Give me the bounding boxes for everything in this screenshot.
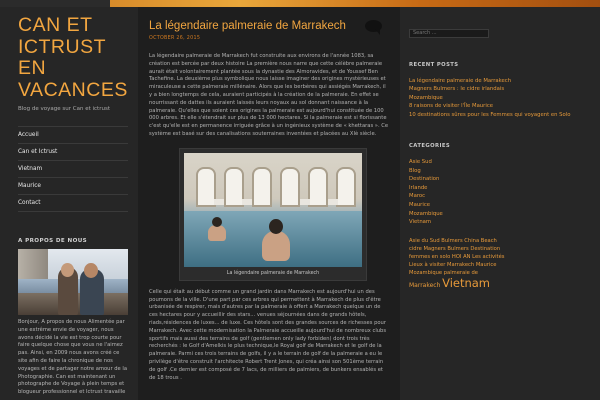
site-tagline: Blog de voyage sur Can et ictrust — [18, 106, 110, 112]
image-arch-window — [336, 167, 356, 207]
main-content — [138, 7, 400, 400]
category-link[interactable]: Asie Sud — [409, 159, 432, 166]
image-lounge-chair — [328, 199, 338, 205]
post-figure — [179, 148, 367, 281]
category-link[interactable]: Blog — [409, 167, 421, 174]
top-accent-dark-segment — [0, 0, 110, 7]
tag-cloud-small-tags[interactable]: Asie du Sud Bulmers China Beach cidre Magners Bulmers Destination femmes en solo HOI AN Les activités Lieux à visiter Marrakech Maurice Mozambique palmeraie de — [409, 237, 505, 276]
recent-post-link[interactable]: 8 raisons de visiter l'Île Maurice — [409, 103, 493, 110]
category-link[interactable]: Maroc — [409, 193, 426, 200]
image-person-center-head — [269, 219, 283, 234]
image-person-center — [262, 231, 290, 261]
about-photo-person-2-head — [84, 263, 98, 278]
image-lounge-chair — [214, 199, 224, 205]
recent-post-link[interactable]: La légendaire palmeraie de Marrakech — [409, 78, 512, 84]
image-lounge-chair — [300, 199, 310, 205]
category-link[interactable]: Vietnam — [409, 219, 432, 226]
post-image-caption: La légendaire palmeraie de Marrakech — [226, 270, 320, 276]
comment-bubble-icon[interactable] — [365, 20, 382, 32]
category-link[interactable]: Destination — [409, 176, 440, 183]
about-photo-person-1-head — [61, 263, 74, 277]
post-image-spa-pool[interactable] — [184, 153, 362, 267]
post-paragraph-2: Celle qui était au début comme un grand jardin dans Marrakech est aujourd'hui un des poumons de la ville. D'une part par ces arbres qui permettent à Marrakech de plus d'être urbanisée de respirer, mais d'autres par la palmeraie à offert a Marrakech quelque un de ces hectares pour y accueillir des stars... venues séjournées dans de grands hôtels, riads,résidences de luxes... de luxe. Ces hôtels sont des grandes sources de richesses pour Marrakech. Avec cette modernisation la Palmeraie accueille aujourd'hui de nombreux clubs sportifs mais aussi des terrains de golf (gentlemen only lady forbiden) dont trois très recherchés : le Golf d'Amelkis le plus technique,le Royal golf de Marrakech et le golf de la palmeraie. Parmi ces trois terrains de golfs, il y a le terrain de golf de la palmeraie a eu le privilège d'être construit l'architecte Robert Trent Jones, qui créa ainsi son 501ème terrain de golf .Ce dernier est composé de 7 lacs, de milliers de palmiers, de bunkers ensablés et de 18 trous . — [149, 288, 387, 381]
about-heading: A PROPOS DE NOUS — [18, 238, 88, 244]
search-input[interactable] — [409, 29, 489, 38]
about-photo — [18, 249, 128, 315]
nav-item-can-et-ictrust[interactable]: Can et Ictrust — [18, 144, 128, 161]
recent-posts-list — [409, 77, 592, 119]
recent-posts-heading: RECENT POSTS — [409, 62, 459, 68]
image-person-left-head — [212, 217, 222, 227]
post-paragraph-1: La légendaire palmeraie de Marrakech fut construite aux environs de l'année 1083, sa création est bercée par deux histoire La première nous narre que cette célèbre palmeraie aurait était volontairement plantée sous la dynastie des Almoravides, et de Youssef Ben Tachefine. La deuxième plus symbolique nous laisse imaginer des origines mystérieuses et miraculeuse a cette palmeraie millénaire. Alors que les berbères qui assiégés Marrakech, il y a bien longtemps de cela, auraient participés à la création de la palmeraie. En effet se nourrissant de dattes ils auraient laissés leurs noyaux au sol donnant naissance à la palmeraie. Qu'elles que soient ces origines la palmeraie est aujourd'hui constituée de 100 000 arbres. Et elle s'étendrait sur plus de 13 000 hectares. Si la palmeraie est si florissante c'est qu'elle est en permanence irriguée grâce à un ingénieux système de « khettaras ». Ce système est basé sur des canalisations souterraines inventées et placées au XIè siècle. — [149, 53, 389, 137]
left-sidebar — [0, 7, 138, 400]
tag-vietnam[interactable]: Vietnam — [442, 275, 491, 290]
category-link[interactable]: Mozambique — [409, 210, 443, 217]
image-lounge-chair — [242, 199, 252, 205]
top-accent-stripe — [0, 0, 600, 7]
image-arch-window — [196, 167, 216, 207]
site-title[interactable]: CAN ET ICTRUST EN VACANCES — [18, 14, 128, 101]
tag-cloud — [409, 237, 509, 290]
image-person-left — [208, 225, 226, 241]
tag-marrakech[interactable]: Marrakech — [409, 281, 441, 289]
main-navigation — [18, 126, 128, 212]
categories-list — [409, 158, 592, 227]
categories-heading: CATEGORIES — [409, 143, 451, 150]
recent-post-link[interactable]: Mozambique — [409, 94, 443, 101]
image-arch-window — [280, 167, 300, 207]
nav-item-accueil[interactable]: Accueil — [18, 127, 128, 144]
nav-item-vietnam[interactable]: Vietnam — [18, 161, 128, 178]
recent-post-link[interactable]: 10 destinations sûres pour les Femmes qui voyagent en Solo — [409, 111, 571, 118]
post-date[interactable]: OCTOBER 26, 2015 — [149, 36, 201, 41]
category-link[interactable]: Maurice — [409, 202, 430, 208]
image-arch-window — [224, 167, 244, 207]
image-arch-window — [308, 167, 328, 207]
nav-item-contact[interactable]: Contact — [18, 195, 128, 212]
post-title[interactable]: La légendaire palmeraie de Marrakech — [149, 20, 346, 32]
about-text: Bonjour, A propos de nous Alimentée par une extrême envie de voyager, nous avons décidé la vie est trop courte pour faire quelque chose que vous ne l'aimez pas. Ainsi, en 2009 nous avons créé ce site afin de faire la chronique de nos voyages et de partager notre amour de la Photographie. Can est maintenant un photographe de Voyage à plein temps et blogueur professionnel et Ictrust travaille — [18, 319, 128, 396]
image-arch-window — [252, 167, 272, 207]
recent-post-link[interactable]: Magners Bulmers : le cidre irlandais — [409, 86, 505, 93]
category-link[interactable]: Irlande — [409, 184, 428, 191]
nav-item-maurice[interactable]: Maurice — [18, 178, 128, 195]
right-sidebar — [400, 7, 600, 400]
